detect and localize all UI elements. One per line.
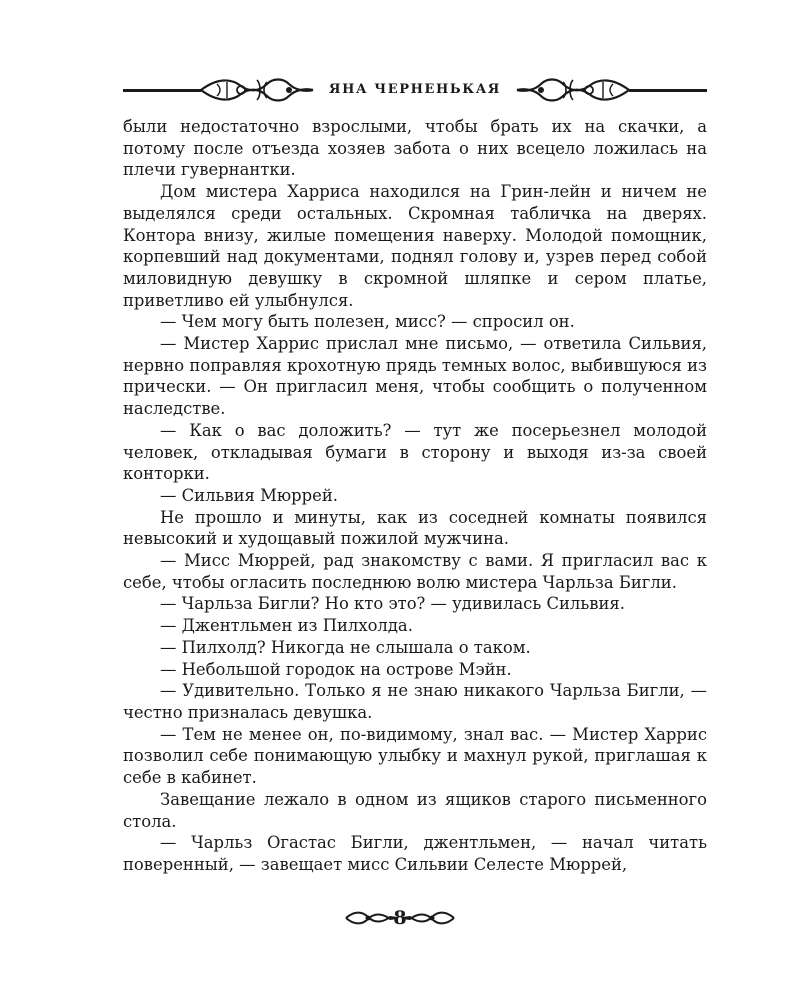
paragraph: Не прошло и минуты, как из соседней комнаты появился невысокий и худощавый пожилой мужчина. [123,507,707,549]
dialogue-line: — Пилхолд? Никогда не слышала о таком. [160,637,531,657]
footer-flourish-icon [400,909,456,927]
dialogue-line: — Удивительно. Только я не знаю никакого Чарльза Бигли, — честно призналась девушка. [123,681,707,722]
dialogue-line: — Как о вас доложить? — тут же посерьезнел молодой человек, откладывая бумаги в сторону и выходя из-за своей конторки. [123,420,707,484]
dialogue-line: — Чем могу быть полезен, мисс? — спросил он. [160,312,575,332]
dialogue-line: — Тем не менее он, по-видимому, знал вас. — Мистер Харрис позволил себе понимающую улыбку и махнул рукой, приглашая к себе в кабинет. [123,724,707,788]
dialogue-line: — Мистер Харрис прислал мне письмо, — ответила Сильвия, нервно поправляя крохотную прядь темных волос, выбившуюся из прически. — Он пригласил меня, чтобы сообщить о полученном наследстве. [123,334,707,419]
dialogue-line: — Небольшой городок на острове Мэйн. [160,659,512,679]
dialogue-line: — Сильвия Мюррей. [160,485,338,505]
dialogue-line: — Мисс Мюррей, рад знакомству с вами. Я пригласил вас к себе, чтобы огласить последнюю волю мистера Чарльза Бигли. [123,551,707,592]
dialogue-line: — Чарльза Бигли? Но кто это? — удивилась Сильвия. [160,594,625,614]
header-rule-right [629,89,707,92]
running-header [123,70,707,110]
dialogue-line: — Чарльз Огастас Бигли, джентльмен, — начал читать поверенный, — завещает мисс Сильвии Селесте Мюррей, [123,833,707,874]
paragraph: Дом мистера Харриса находился на Грин-лейн и ничем не выделялся среди остальных. Скромная табличка на дверях. Контора внизу, жилые помещения наверху. Молодой помощник, корпевший над документами, поднял голову и, узрев перед собой миловидную девушку в скромной шляпке и сером платье, приветливо ей улыбнулся. [123,182,707,310]
page-footer [0,904,800,932]
paragraph: Завещание лежало в одном из ящиков старого письменного стола. [123,789,707,831]
body-text [123,116,707,876]
running-head-author: ЯНА ЧЕРНЕНЬКАЯ [329,82,501,97]
paragraph: были недостаточно взрослыми, чтобы брать их на скачки, а потому после отъезда хозяев забота о них всецело ложилась на плечи гувернантки. [123,117,707,180]
flourish-ornament-icon [513,74,633,106]
page-number: 8 [393,907,407,929]
dialogue-line: — Джентльмен из Пилхолда. [160,616,413,636]
